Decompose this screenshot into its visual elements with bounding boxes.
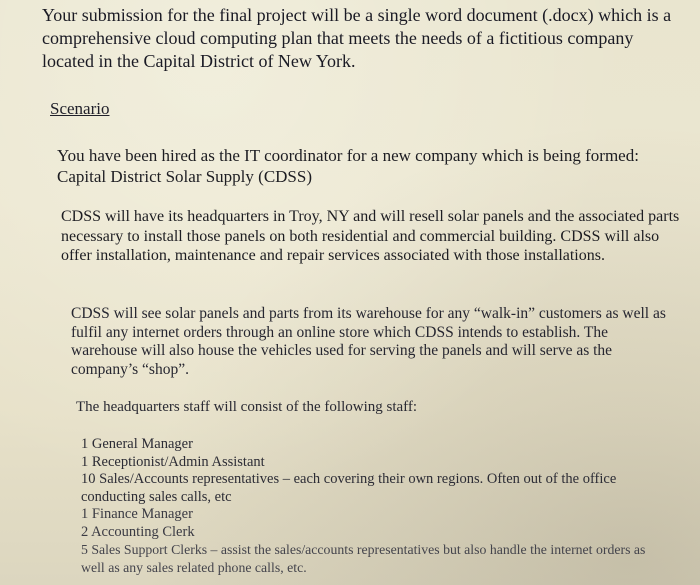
- scenario-paragraph-3: CDSS will see solar panels and parts from its warehouse for any “walk-in” customers as well as fulfil any internet orders through an online store which CDSS intends to establish. The warehouse will also house the vehicles used for serving the panels and will serve as the company’s “shop”.: [71, 305, 666, 378]
- staff-item: 1 Finance Manager: [81, 506, 193, 522]
- staff-intro: The headquarters staff will consist of the following staff:: [76, 399, 418, 415]
- section-heading-scenario: Scenario: [50, 99, 110, 118]
- scenario-paragraph-1: You have been hired as the IT coordinator for a new company which is being formed: Capital District Solar Supply (CDSS): [57, 146, 639, 186]
- staff-list: [81, 436, 651, 576]
- staff-item: 1 General Manager: [81, 436, 193, 452]
- scenario-paragraph-2: CDSS will have its headquarters in Troy, NY and will resell solar panels and the associated parts necessary to install those panels on both residential and commercial building. CDSS will also offer installation, maintenance and repair services associated with those installations.: [61, 208, 680, 264]
- staff-item: 1 Receptionist/Admin Assistant: [81, 453, 265, 470]
- intro-paragraph: Your submission for the final project will be a single word document (.docx) which is a comprehensive cloud computing plan that meets the needs of a fictitious company located in the Capital District of New York.: [42, 5, 672, 71]
- staff-item: 5 Sales Support Clerks – assist the sales/accounts representatives but also handle the internet orders as well as any sales related phone calls, etc.: [81, 542, 646, 575]
- staff-item: 2 Accounting Clerk: [81, 523, 195, 540]
- staff-item: 10 Sales/Accounts representatives – each covering their own regions. Often out of the office conducting sales calls, etc: [81, 471, 617, 505]
